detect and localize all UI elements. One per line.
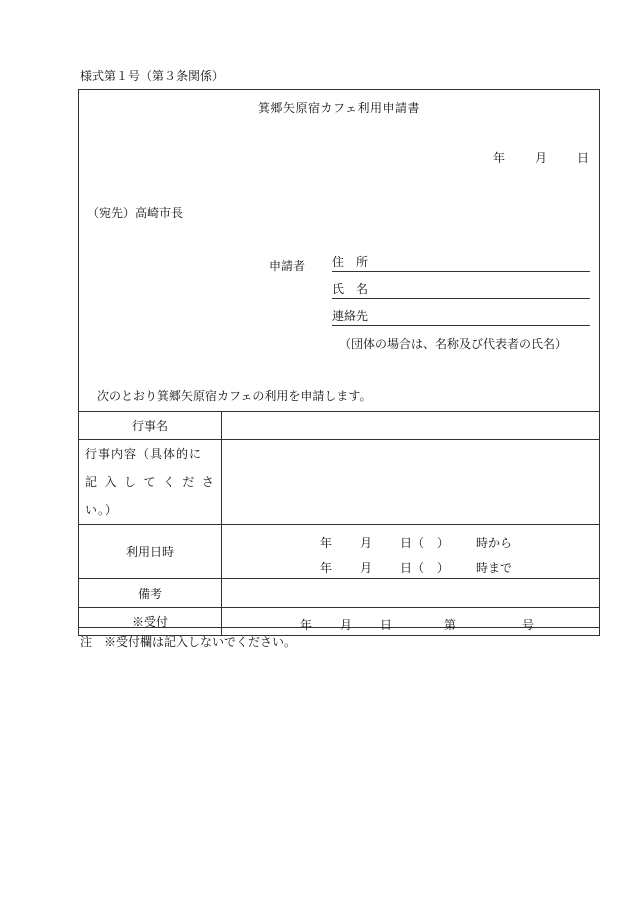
table-row bbox=[79, 525, 600, 579]
form-number: 様式第１号（第３条関係） bbox=[80, 69, 225, 83]
addressee: （宛先）高崎市長 bbox=[87, 206, 184, 220]
application-form bbox=[78, 89, 600, 632]
date-month: 月 bbox=[534, 151, 547, 165]
event-name-cell[interactable] bbox=[222, 412, 600, 440]
reception-label: ※受付 bbox=[79, 608, 222, 636]
address-field[interactable] bbox=[332, 257, 590, 272]
event-content-cell[interactable] bbox=[222, 440, 600, 525]
usage-datetime-cell[interactable]: 年 月 日（ ） 時から 年 月 日（ ） 時まで bbox=[222, 525, 600, 579]
name-field[interactable] bbox=[332, 284, 590, 299]
table-row bbox=[79, 440, 600, 525]
applicant-label: 申請者 bbox=[269, 259, 306, 273]
table-row bbox=[79, 579, 600, 608]
event-name-label: 行事名 bbox=[79, 412, 222, 440]
details-table bbox=[78, 411, 600, 636]
form-title: 箕郷矢原宿カフェ利用申請書 bbox=[258, 101, 420, 115]
event-content-label-line3: い。） bbox=[85, 503, 119, 517]
remarks-cell[interactable] bbox=[222, 579, 600, 608]
name-label: 氏 名 bbox=[332, 282, 369, 296]
date-day: 日 bbox=[576, 151, 589, 165]
request-statement: 次のとおり箕郷矢原宿カフェの利用を申請します。 bbox=[97, 389, 372, 403]
group-note: （団体の場合は、名称及び代表者の氏名） bbox=[339, 337, 568, 351]
usage-datetime-label: 利用日時 bbox=[79, 525, 222, 579]
date-year: 年 bbox=[492, 151, 505, 165]
footnote: 注 ※受付欄は記入しないでください。 bbox=[80, 635, 297, 649]
table-row bbox=[79, 412, 600, 440]
application-date bbox=[493, 152, 589, 164]
reception-cell: 年 月 日 第 号 bbox=[222, 608, 600, 636]
event-content-label bbox=[79, 440, 222, 525]
address-label: 住 所 bbox=[332, 255, 369, 269]
table-row bbox=[79, 608, 600, 636]
event-content-label-line2: 記 入 し て く だ さ bbox=[85, 475, 215, 489]
contact-field[interactable] bbox=[332, 311, 590, 326]
event-content-label-line1: 行事内容（具体的に bbox=[85, 447, 203, 461]
contact-label: 連絡先 bbox=[332, 309, 369, 323]
remarks-label: 備考 bbox=[79, 579, 222, 608]
